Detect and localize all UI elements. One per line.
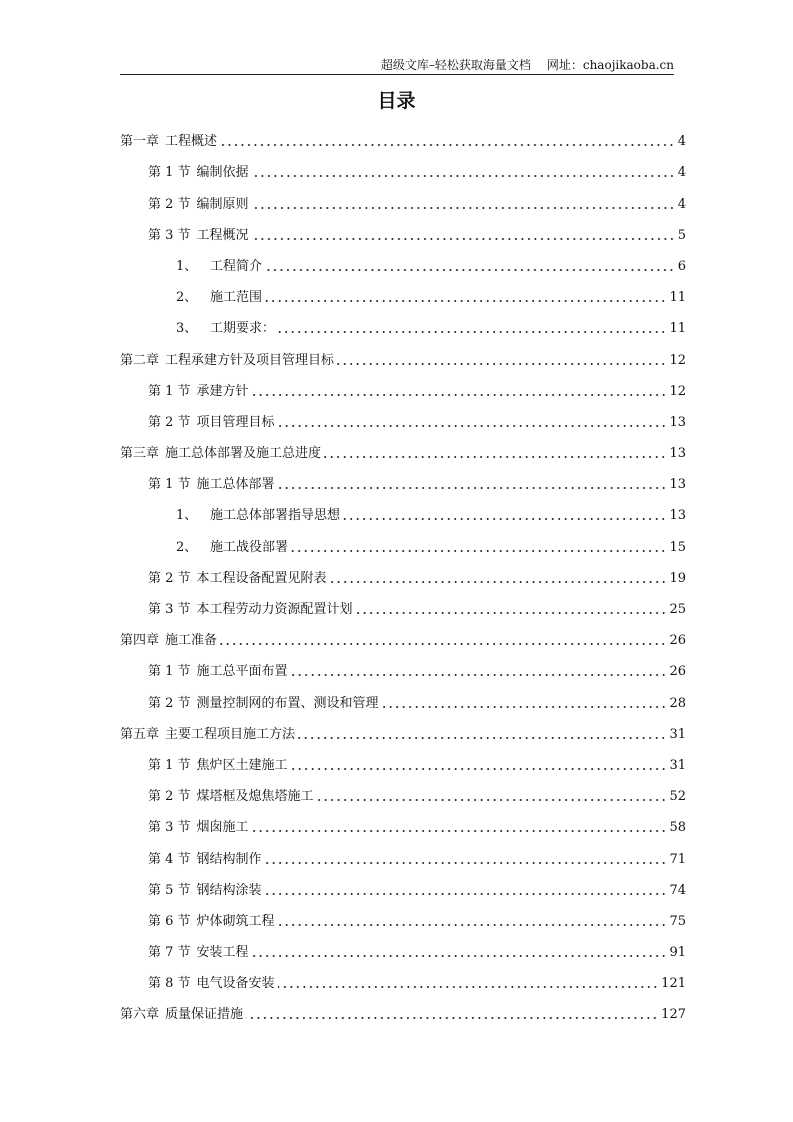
- toc-entry-prefix: 2、: [176, 290, 198, 306]
- toc-entry-prefix: 2、: [176, 539, 198, 555]
- dot-leader: [265, 892, 667, 896]
- toc-entry-text: 钢结构涂装: [196, 882, 262, 898]
- toc-entry[interactable]: [120, 308, 686, 339]
- toc-entry[interactable]: [120, 402, 686, 433]
- toc-entry[interactable]: [120, 714, 686, 745]
- toc-entry[interactable]: [120, 277, 686, 308]
- toc-entry-label: [148, 974, 275, 994]
- dot-leader: [278, 923, 667, 927]
- toc-entry-prefix: 第 1 节: [148, 664, 191, 680]
- toc-entry[interactable]: [120, 682, 686, 713]
- toc-entry-prefix: 第二章: [120, 352, 160, 368]
- toc-entry[interactable]: [120, 745, 686, 776]
- dot-leader: [291, 673, 667, 677]
- toc-entry-prefix: 第 3 节: [148, 227, 191, 243]
- toc-entry[interactable]: [120, 339, 686, 370]
- toc-entry-prefix: 第 6 节: [148, 913, 191, 929]
- dot-leader: [278, 330, 666, 334]
- toc-entry[interactable]: [120, 589, 686, 620]
- toc-entry-page: 4: [677, 196, 686, 212]
- toc-entry-page: 6: [677, 258, 686, 274]
- toc-entry-prefix: 第 2 节: [148, 570, 191, 586]
- toc-entry-label: [120, 132, 217, 152]
- toc-entry-label: [148, 850, 262, 870]
- toc-entry-label: [148, 694, 379, 714]
- toc-entry-page: 28: [669, 695, 686, 711]
- toc-entry-prefix: 3、: [176, 321, 198, 337]
- toc-entry-text: 工程承建方针及项目管理目标: [165, 352, 335, 368]
- dot-leader: [252, 829, 667, 833]
- toc-entry-label: [176, 288, 262, 308]
- toc-entry-text: 电气设备安装: [196, 976, 275, 992]
- toc-entry-label: [148, 881, 262, 901]
- dot-leader: [291, 767, 667, 771]
- toc-entry-label: [148, 226, 249, 246]
- toc-entry-prefix: 第三章: [120, 446, 160, 462]
- toc-entry[interactable]: [120, 246, 686, 277]
- toc-entry-label: [120, 725, 295, 745]
- toc-entry-label: [176, 319, 275, 339]
- dot-leader: [252, 954, 667, 958]
- toc-entry-page: 58: [669, 820, 686, 836]
- toc-entry-label: [148, 163, 249, 183]
- toc-entry-prefix: 第四章: [120, 633, 160, 649]
- toc-entry-text: 施工总平面布置: [196, 664, 288, 680]
- toc-entry-prefix: 第 5 节: [148, 882, 191, 898]
- toc-entry-page: 4: [677, 134, 686, 150]
- toc-entry-prefix: 第 2 节: [148, 196, 191, 212]
- toc-entry-label: [148, 195, 249, 215]
- toc-entry-page: 11: [669, 321, 686, 337]
- toc-entry[interactable]: [120, 526, 686, 557]
- toc-entry[interactable]: [120, 464, 686, 495]
- toc-entry-text: 本工程劳动力资源配置计划: [196, 602, 353, 617]
- toc-entry-page: 11: [669, 290, 686, 306]
- toc-entry[interactable]: [120, 776, 686, 807]
- toc-entry-text: 项目管理目标: [196, 414, 275, 430]
- toc-entry-label: [176, 506, 340, 526]
- toc-entry-page: 91: [669, 945, 686, 961]
- toc-entry[interactable]: [120, 651, 686, 682]
- toc-entry-prefix: 第一章: [120, 134, 160, 150]
- toc-entry-page: 31: [669, 726, 686, 742]
- toc-entry-page: 12: [669, 352, 686, 368]
- toc-entry-label: [148, 600, 353, 620]
- toc-entry-prefix: 第 3 节: [148, 602, 191, 617]
- dot-leader: [382, 705, 667, 709]
- table-of-contents: [120, 121, 686, 1025]
- toc-entry-prefix: 第六章: [120, 1007, 160, 1023]
- toc-entry-text: 安装工程: [196, 945, 249, 961]
- toc-entry-label: [148, 912, 275, 932]
- dot-leader: [265, 299, 666, 303]
- toc-entry-text: 钢结构制作: [196, 851, 262, 867]
- dot-leader: [330, 580, 667, 584]
- toc-entry-text: 施工总体部署: [196, 477, 275, 493]
- toc-entry-page: 26: [669, 633, 686, 649]
- toc-entry-label: [148, 756, 288, 776]
- toc-entry-page: 13: [669, 446, 686, 462]
- dot-leader: [265, 861, 667, 865]
- toc-entry-text: 工程概况: [196, 227, 249, 243]
- toc-entry[interactable]: [120, 620, 686, 651]
- toc-entry-label: [120, 631, 217, 651]
- toc-entry-text: 本工程设备配置见附表: [196, 570, 327, 586]
- toc-entry-page: 121: [661, 976, 686, 992]
- dot-leader: [278, 486, 667, 490]
- toc-entry-label: [148, 569, 327, 589]
- dot-leader: [324, 455, 666, 459]
- toc-entry-label: [148, 787, 314, 807]
- toc-entry-label: [120, 351, 334, 371]
- toc-entry-prefix: 第 7 节: [148, 945, 191, 961]
- toc-entry-text: 施工总体部署及施工总进度: [165, 446, 322, 462]
- dot-leader: [317, 798, 667, 802]
- toc-entry-text: 主要工程项目施工方法: [165, 726, 296, 742]
- dot-leader: [278, 424, 667, 428]
- dot-leader: [252, 206, 675, 210]
- toc-entry-page: 13: [669, 414, 686, 430]
- toc-entry-page: 31: [669, 757, 686, 773]
- toc-entry-page: 15: [669, 539, 686, 555]
- toc-entry-label: [148, 475, 275, 495]
- toc-entry[interactable]: [120, 121, 686, 152]
- toc-entry-prefix: 第 2 节: [148, 414, 191, 430]
- toc-entry-prefix: 第 2 节: [148, 789, 191, 805]
- dot-leader: [298, 736, 666, 740]
- toc-entry-label: [176, 257, 262, 277]
- dot-leader: [252, 393, 667, 397]
- header-site-text: 网址：chaojikaoba.cn: [546, 58, 674, 72]
- dot-leader: [220, 642, 666, 646]
- dot-leader: [265, 268, 675, 272]
- toc-entry-text: 施工范围: [210, 290, 263, 306]
- dot-leader: [220, 143, 675, 147]
- dot-leader: [291, 549, 666, 553]
- toc-entry-text: 工程概述: [165, 134, 218, 150]
- toc-entry-page: 127: [661, 1007, 686, 1023]
- toc-entry-page: 71: [669, 851, 686, 867]
- toc-entry-label: [120, 1005, 243, 1025]
- toc-entry-prefix: 1、: [176, 508, 198, 524]
- toc-entry-text: 工期要求：: [210, 321, 276, 337]
- toc-entry-prefix: 1、: [176, 258, 198, 274]
- toc-entry-page: 13: [669, 508, 686, 524]
- toc-entry[interactable]: [120, 558, 686, 589]
- dot-leader: [246, 1016, 658, 1020]
- toc-entry-prefix: 第 8 节: [148, 976, 191, 992]
- toc-entry-page: 13: [669, 477, 686, 493]
- toc-entry-page: 75: [669, 913, 686, 929]
- header-library-text: 超级文库–轻松获取海量文档: [380, 58, 531, 72]
- toc-entry-page: 12: [669, 383, 686, 399]
- toc-entry-prefix: 第 1 节: [148, 383, 191, 399]
- toc-entry-text: 质量保证措施: [165, 1007, 244, 1023]
- toc-entry-text: 编制原则: [196, 196, 249, 212]
- toc-entry-label: [176, 538, 288, 558]
- toc-entry[interactable]: [120, 901, 686, 932]
- toc-entry[interactable]: [120, 838, 686, 869]
- toc-entry-page: 5: [677, 227, 686, 243]
- dot-leader: [343, 517, 666, 521]
- toc-entry-text: 测量控制网的布置、测设和管理: [196, 695, 379, 711]
- toc-entry-page: 19: [669, 570, 686, 586]
- toc-entry[interactable]: [120, 963, 686, 994]
- toc-entry-prefix: 第 4 节: [148, 851, 191, 867]
- toc-entry-prefix: 第 2 节: [148, 695, 191, 711]
- toc-entry-page: 26: [669, 664, 686, 680]
- page-title: 目录: [377, 90, 416, 112]
- toc-entry[interactable]: [120, 870, 686, 901]
- toc-entry-text: 工程简介: [210, 258, 263, 274]
- dot-leader: [252, 237, 675, 241]
- toc-entry-text: 焦炉区土建施工: [196, 757, 288, 773]
- toc-entry-label: [148, 382, 249, 402]
- toc-entry-text: 编制依据: [196, 165, 249, 181]
- dot-leader: [337, 362, 666, 366]
- toc-entry-prefix: 第 3 节: [148, 820, 191, 836]
- toc-entry[interactable]: [120, 495, 686, 526]
- page-header: [120, 56, 674, 75]
- dot-leader: [278, 985, 659, 989]
- toc-entry-label: [120, 444, 321, 464]
- toc-entry-text: 施工准备: [165, 633, 218, 649]
- toc-entry-label: [148, 662, 288, 682]
- toc-entry-page: 4: [677, 165, 686, 181]
- toc-entry-prefix: 第 1 节: [148, 165, 191, 181]
- toc-entry-text: 承建方针: [196, 383, 249, 399]
- toc-entry-text: 煤塔框及熄焦塔施工: [196, 789, 314, 805]
- toc-entry-page: 52: [669, 789, 686, 805]
- toc-entry-text: 炉体砌筑工程: [196, 913, 275, 929]
- toc-entry-text: 烟囱施工: [196, 820, 249, 836]
- toc-entry[interactable]: [120, 994, 686, 1025]
- toc-entry[interactable]: [120, 215, 686, 246]
- toc-entry-page: 25: [669, 602, 686, 617]
- dot-leader: [252, 174, 675, 178]
- dot-leader: [356, 611, 667, 615]
- toc-entry-label: [148, 818, 249, 838]
- toc-entry[interactable]: [120, 932, 686, 963]
- toc-entry[interactable]: [120, 807, 686, 838]
- toc-entry-text: 施工战役部署: [210, 539, 289, 555]
- toc-entry-prefix: 第五章: [120, 726, 160, 742]
- toc-entry[interactable]: [120, 183, 686, 214]
- toc-entry-page: 74: [669, 882, 686, 898]
- toc-entry-label: [148, 943, 249, 963]
- toc-entry[interactable]: [120, 371, 686, 402]
- toc-entry[interactable]: [120, 152, 686, 183]
- toc-entry-label: [148, 413, 275, 433]
- toc-entry[interactable]: [120, 433, 686, 464]
- toc-entry-prefix: 第 1 节: [148, 477, 191, 493]
- toc-entry-text: 施工总体部署指导思想: [210, 508, 341, 524]
- toc-entry-prefix: 第 1 节: [148, 757, 191, 773]
